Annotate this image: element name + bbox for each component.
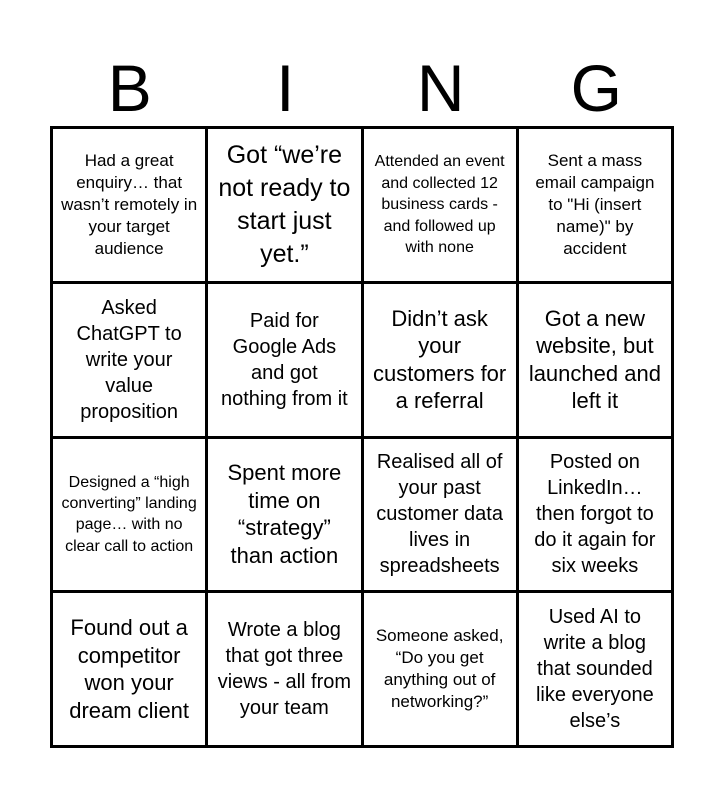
bingo-cell-text: Attended an event and collected 12 business cards - and followed up with none — [374, 153, 505, 257]
bingo-cell-r2c4[interactable] — [519, 284, 671, 436]
bingo-cell-r4c2[interactable] — [208, 593, 360, 745]
bingo-cell-r3c1[interactable] — [53, 439, 205, 591]
bingo-board — [50, 126, 674, 748]
bingo-cell-r3c3[interactable] — [364, 439, 516, 591]
bingo-cell-text: Sent a mass email campaign to "Hi (insert name)" by accident — [535, 150, 655, 259]
bingo-cell-text: Posted on LinkedIn… then forgot to do it again for six weeks — [534, 451, 656, 578]
bingo-cell-r2c2[interactable] — [208, 284, 360, 436]
bingo-cell-r1c3[interactable] — [364, 129, 516, 281]
bingo-cell-text: Someone asked, “Do you get anything out of networking?” — [375, 625, 504, 712]
header-letter-n: N — [416, 51, 465, 125]
bingo-cell-r2c3[interactable] — [364, 284, 516, 436]
bingo-cell-r4c3[interactable] — [364, 593, 516, 745]
bingo-header — [52, 50, 674, 126]
bingo-cell-text: Got “we’re not ready to start just yet.” — [218, 140, 351, 268]
bingo-cell-r4c1[interactable] — [53, 593, 205, 745]
bingo-cell-text: Paid for Google Ads and got nothing from it — [221, 309, 348, 410]
bingo-cell-text: Got a new website, but launched and left it — [528, 305, 661, 414]
bingo-cell-r3c4[interactable] — [519, 439, 671, 591]
bingo-cell-text: Used AI to write a blog that sounded like everyone else’s — [535, 606, 654, 733]
bingo-cell-text: Wrote a blog that got three views - all from your team — [217, 619, 352, 720]
bingo-cell-text: Designed a “high converting” landing page… with no clear call to action — [61, 473, 197, 555]
bingo-cell-r4c4[interactable] — [519, 593, 671, 745]
header-letter-g: G — [570, 51, 622, 125]
bingo-cell-r3c2[interactable] — [208, 439, 360, 591]
bingo-cell-text: Didn’t ask your customers for a referral — [372, 305, 507, 414]
header-letter-i: I — [276, 51, 295, 125]
bingo-cell-text: Found out a competitor won your dream client — [69, 615, 190, 723]
bingo-cell-text: Realised all of your past customer data lives in spreadsheets — [376, 451, 503, 578]
bingo-cell-r1c2[interactable] — [208, 129, 360, 281]
bingo-cell-r2c1[interactable] — [53, 284, 205, 436]
bingo-cell-text: Asked ChatGPT to write your value proposition — [76, 296, 182, 423]
header-letter-b: B — [107, 51, 152, 125]
bingo-cell-text: Spent more time on “strategy” than action — [227, 460, 342, 568]
bingo-cell-text: Had a great enquiry… that wasn’t remotely in your target audience — [61, 150, 198, 259]
bingo-cell-r1c4[interactable] — [519, 129, 671, 281]
bingo-cell-r1c1[interactable] — [53, 129, 205, 281]
